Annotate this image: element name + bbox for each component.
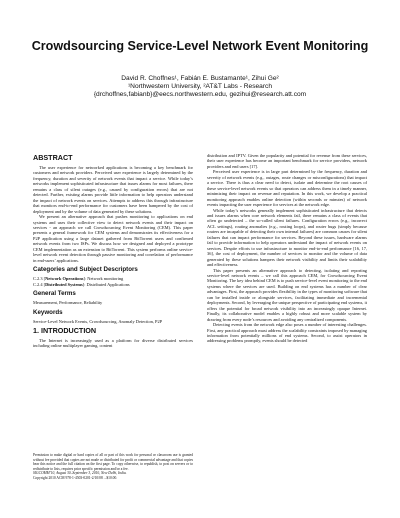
- general-terms-heading: General Terms: [33, 290, 76, 298]
- categories-heading: Categories and Subject Descriptors: [33, 266, 138, 274]
- paper-affiliations: ¹Northwestern University, ²AT&T Labs - Research: [127, 83, 272, 90]
- paper-authors: David R. Choffnes¹, Fabián E. Bustamante¹, Zihui Ge²: [121, 75, 279, 82]
- right-paragraph-5: Detecting events from the network edge also poses a number of interesting challenges. First, any practical approach must address the scalability constraints imposed by managing information from potentially millions of end systems. Second, to assist operators in addressing problems promptly, events should be detected: [207, 322, 367, 344]
- left-column: [33, 153, 193, 497]
- copyright-text: Copyright 2010 ACM 978-1-4503-0201-2/10/08 ...$10.00.: [33, 475, 118, 480]
- introduction-paragraph-1: The Internet is increasingly used as a platform for diverse distributed services including online multiplayer gaming, content: [33, 337, 193, 349]
- paper-emails: {drchoffnes,fabianb}@eecs.northwestern.edu, gezihui@research.att.com: [93, 91, 307, 98]
- permission-text: Permission to make digital or hard copies of all or part of this work for personal or classroom use is granted without fee provided that copies are not made or distributed for profit or commercial advantage and that copies bear this notice and the full citation on the first page. To copy otherwise, to republish, to post on servers or to redistribute to lists, requires prior specific permission and/or a fee.: [33, 453, 193, 471]
- right-paragraph-4: This paper presents an alternative approach to detecting, isolating and reporting service-level network events – we call this approach CEM, for Crowdsourcing Event Monitoring. The key idea behind CEM is to push service-level event monitoring to the end systems where the services are used. Building on end systems has a number of clear advantages. First, the approach provides flexibility in the types of monitoring software that can be installed inside or alongside services, facilitating immediate and incremental deployments. Second, by leveraging the unique perspective of participating end systems, it offers the potential for broad network visibility into an increasingly opaque Internet. Finally, its collaborative model enables a highly robust and more scalable system by drawing from every node’s resources and avoiding any centralized components.: [207, 267, 367, 322]
- keywords-heading: Keywords: [33, 308, 63, 316]
- keywords-text: Service-Level Network Events, Crowdsourcing, Anomaly Detection, P2P: [33, 318, 163, 324]
- paper-title: Crowdsourcing Service-Level Network Event Monitoring: [31, 39, 369, 53]
- category-1-rest: ]: Network monitoring: [83, 276, 124, 282]
- introduction-heading: 1. INTRODUCTION: [33, 325, 97, 335]
- right-paragraph-1: distribution and IPTV. Given the popularity and potential for revenue from these services, their user experience has become an important benchmark for service providers, network providers and end users [17].: [207, 153, 367, 169]
- category-2-name: Distributed Systems: [45, 281, 83, 287]
- category-2-code: C.2.4 [: [33, 281, 46, 287]
- right-paragraph-3: While today’s networks generally implement sophisticated infrastructure that detects and issues alarms when core network elements fail, there remains a class of events that often go undetected – the so-called silent failures. Configuration errors (e.g., incorrect ACL settings), routing anomalies (e.g., routing loops), and router bugs (simply because routers are incapable of detecting their own internal failures) are common causes for silent failures that can impact performance for services. Beyond these issues, hardware alarms fail to provide information to help operators understand the impact of network events on services. Despite efforts to use infrastructure to monitor end-to-end performance [16, 17, 36], the cost of deployment, the number of services to monitor and the volume of data generated by these solutions hampers their network visibility and limits their scalability and effectiveness.: [207, 207, 367, 268]
- abstract-heading: ABSTRACT: [33, 153, 73, 162]
- abstract-paragraph-2: We present an alternative approach that pushes monitoring to applications on end systems and uses their collective view to detect network events and their impact on services - an approach we call Crowdsourcing Event Monitoring (CEM). This paper presents a general framework for CEM systems and demonstrates its effectiveness for a P2P application using a large dataset gathered from BitTorrent users and confirmed network events from two ISPs. We discuss how we designed and deployed a prototype CEM implementation as an extension to BitTorrent. This system performs online service-level network event detection through passive monitoring and correlation of performance in end-users’ applications.: [33, 214, 193, 263]
- right-paragraph-2: Perceived user experience is in large part determined by the frequency, duration and severity of network events (e.g., outages, route changes or misconfigurations) that impact a service. There is thus a clear need to detect, isolate and determine the root causes of these service-level network events so that operators can address them in a timely manner, minimizing their impact on revenue and reputation. In this work, we develop a practical monitoring approach enables online detection (within seconds or minutes) of network events impacting the user experience for services at the network edge.: [207, 169, 367, 208]
- category-2-rest: ]: Distributed Applications: [82, 281, 130, 287]
- category-1-name: Network Operations: [45, 276, 84, 282]
- general-terms-text: Measurement, Performance, Reliability: [33, 300, 103, 306]
- permission-footnote: [33, 453, 193, 480]
- category-1-code: C.2.3 [: [33, 276, 46, 282]
- venue-text: SIGCOMM’10, August 30–September 3, 2010, New Delhi, India.: [33, 471, 127, 475]
- right-column: [207, 153, 367, 493]
- category-line-2: [33, 282, 193, 287]
- abstract-paragraph-1: The user experience for networked applications is becoming a key benchmark for customers and network providers. Perceived user experience is largely determined by the frequency, duration and severity of network events that impact a service. While today’s networks implement sophisticated infrastructure that issues alarms for most failures, there remains a class of silent outages (e.g., caused by configuration errors) that are not detected. Further, existing alarms provide little information to help operators understand the impact of network events on services. Attempts to address this through infrastructure that monitors end-to-end performance for customers have been hampered by the cost of deployment and by the volume of data generated by these solutions.: [33, 165, 193, 214]
